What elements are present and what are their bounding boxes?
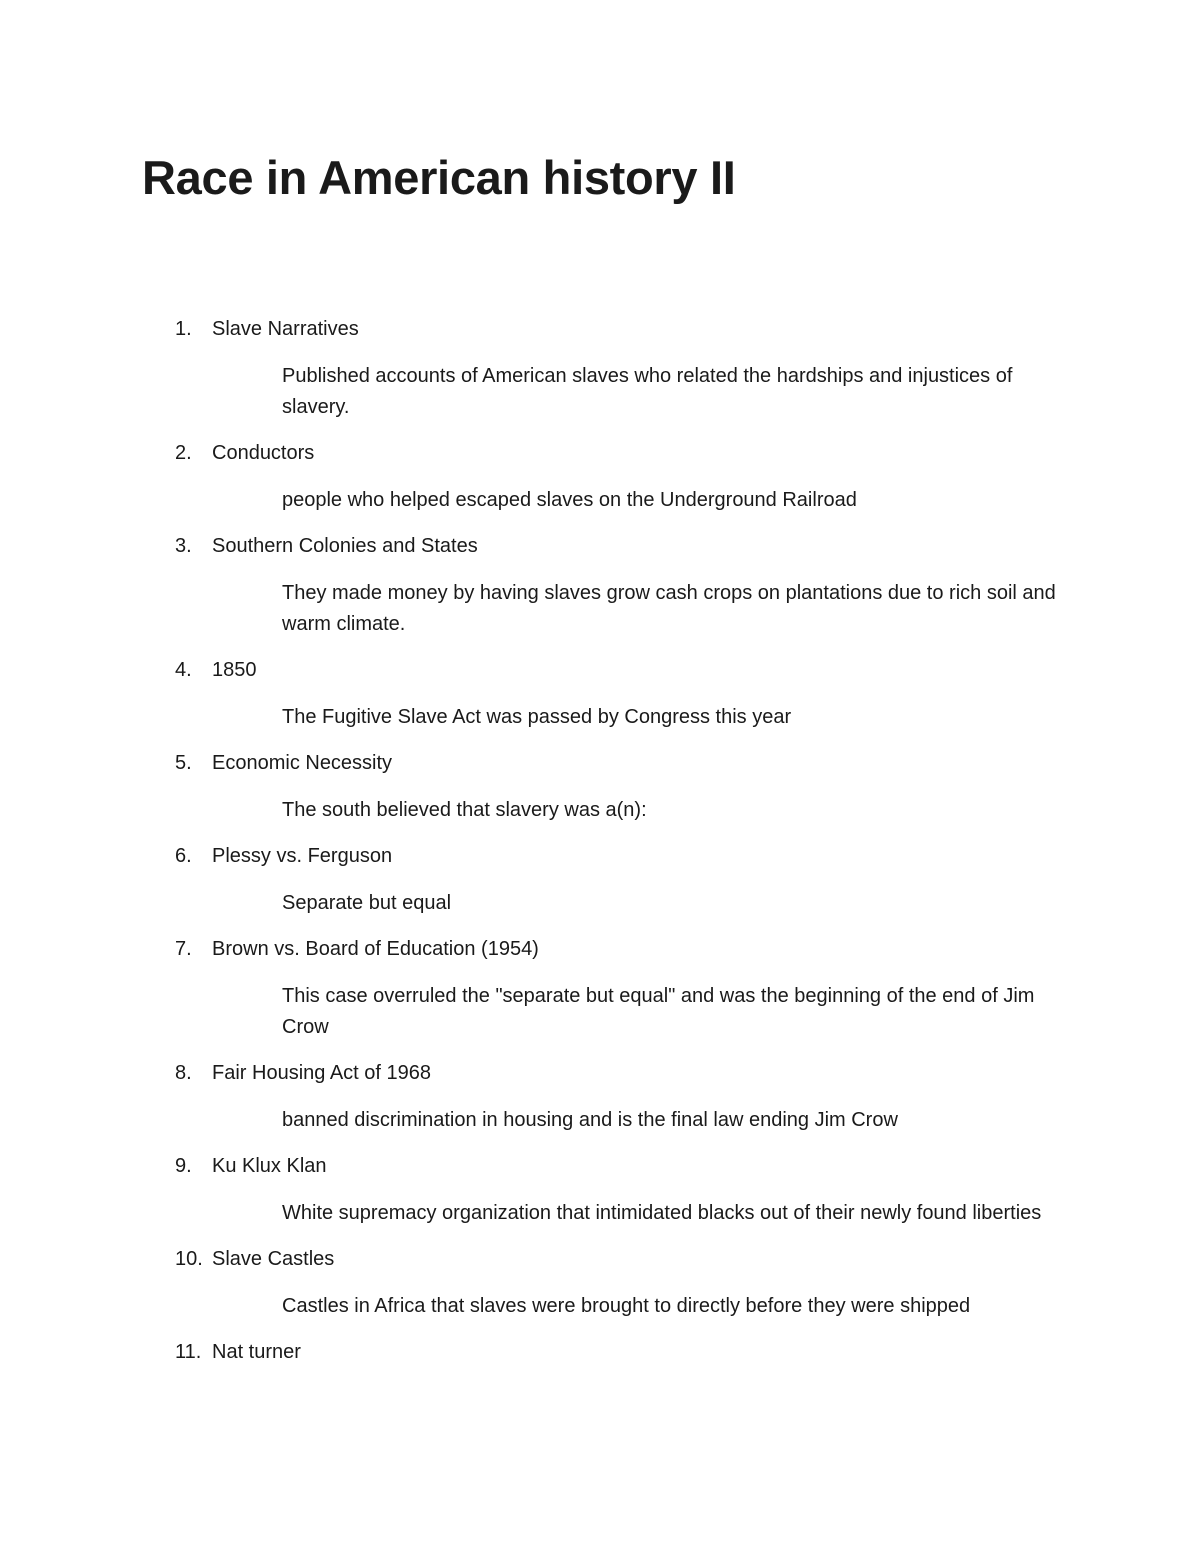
item-number: 10. (175, 1248, 203, 1270)
item-term: Slave Narratives (212, 318, 359, 340)
item-definition: They made money by having slaves grow cash crops on plantations due to rich soil and warm climate. (282, 582, 1056, 635)
item-number: 4. (175, 659, 192, 681)
item-term: Brown vs. Board of Education (1954) (212, 938, 539, 960)
list-item (0, 841, 1200, 919)
item-number: 5. (175, 752, 192, 774)
item-number: 2. (175, 442, 192, 464)
item-definition: This case overruled the "separate but equal" and was the beginning of the end of Jim Crow (282, 985, 1035, 1038)
item-term: Economic Necessity (212, 752, 393, 774)
list-item (0, 1151, 1200, 1229)
item-definition: The Fugitive Slave Act was passed by Congress this year (282, 706, 792, 728)
item-term: Nat turner (212, 1341, 301, 1363)
list-item (0, 314, 1200, 423)
item-number: 6. (175, 845, 192, 867)
item-term: Plessy vs. Ferguson (212, 845, 393, 867)
item-definition: Castles in Africa that slaves were brought to directly before they were shipped (282, 1295, 971, 1317)
item-definition: White supremacy organization that intimidated blacks out of their newly found liberties (282, 1202, 1042, 1224)
list-item (0, 934, 1200, 1043)
item-term: Southern Colonies and States (212, 535, 478, 557)
list-item (0, 1058, 1200, 1136)
list-item (0, 438, 1200, 516)
list-item (0, 531, 1200, 640)
item-definition: Separate but equal (282, 892, 452, 914)
item-definition: people who helped escaped slaves on the Underground Railroad (282, 489, 857, 511)
item-term: 1850 (212, 659, 257, 681)
item-term: Conductors (212, 442, 315, 464)
item-number: 11. (175, 1341, 202, 1363)
item-number: 9. (175, 1155, 192, 1177)
list-item (0, 1244, 1200, 1322)
item-term: Ku Klux Klan (212, 1155, 327, 1177)
document-title: Race in American history II (142, 151, 736, 204)
item-number: 7. (175, 938, 192, 960)
item-term: Fair Housing Act of 1968 (212, 1062, 432, 1084)
item-term: Slave Castles (212, 1248, 335, 1270)
list-item (0, 748, 1200, 826)
item-number: 1. (175, 318, 192, 340)
item-number: 8. (175, 1062, 192, 1084)
list-item (0, 1337, 1200, 1368)
item-definition: banned discrimination in housing and is the final law ending Jim Crow (282, 1109, 898, 1131)
item-definition: The south believed that slavery was a(n): (282, 799, 647, 821)
term-list (0, 314, 1200, 1368)
item-number: 3. (175, 535, 192, 557)
list-item (0, 655, 1200, 733)
item-definition: Published accounts of American slaves who related the hardships and injustices of slavery. (282, 365, 1013, 418)
